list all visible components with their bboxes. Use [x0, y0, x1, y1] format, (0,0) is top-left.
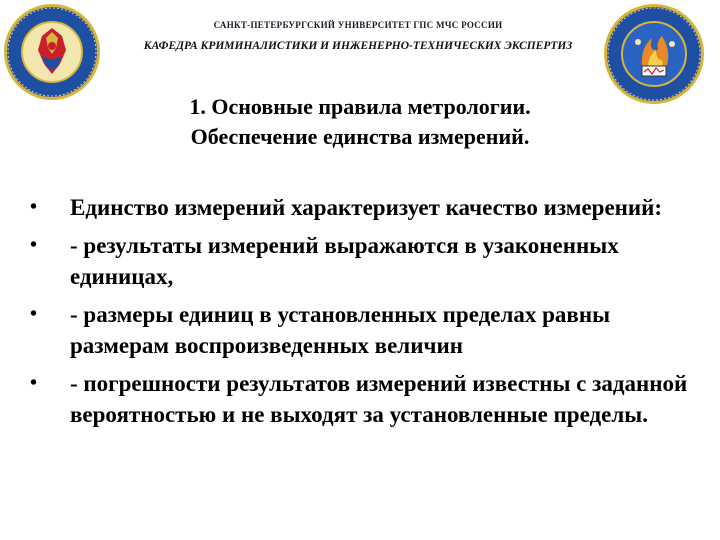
- bullet-text: - результаты измерений выражаются в узаконенных единицах,: [70, 232, 619, 289]
- bullet-marker: •: [30, 302, 38, 325]
- bullet-item: [30, 299, 690, 362]
- bullet-text: Единство измерений характеризует качество измерений:: [70, 195, 663, 220]
- bullet-text: - погрешности результатов измерений известны с заданной вероятностью и не выходят за установленные пределы.: [70, 370, 688, 427]
- bullet-list: [30, 192, 690, 437]
- department-name: КАФЕДРА КРИМИНАЛИСТИКИ И ИНЖЕНЕРНО-ТЕХНИЧЕСКИХ ЭКСПЕРТИЗ: [143, 40, 573, 52]
- university-name: САНКТ-ПЕТЕРБУРГСКИЙ УНИВЕРСИТЕТ ГПС МЧС РОССИИ: [213, 20, 503, 30]
- title-line-1: 1. Основные правила метрологии.: [189, 94, 531, 119]
- bullet-item: [30, 230, 690, 293]
- title-line-2: Обеспечение единства измерений.: [190, 124, 530, 149]
- department-emblem-icon: [602, 2, 706, 106]
- bullet-item: [30, 368, 690, 431]
- slide-header: [0, 0, 720, 90]
- bullet-item: [30, 192, 690, 224]
- bullet-marker: •: [30, 196, 38, 218]
- slide-title: [110, 92, 610, 152]
- university-emblem-icon: [2, 2, 102, 102]
- bullet-text: - размеры единиц в установленных пределах равны размерам воспроизведенных величин: [70, 301, 611, 358]
- bullet-marker: •: [30, 233, 38, 256]
- bullet-marker: •: [30, 371, 38, 394]
